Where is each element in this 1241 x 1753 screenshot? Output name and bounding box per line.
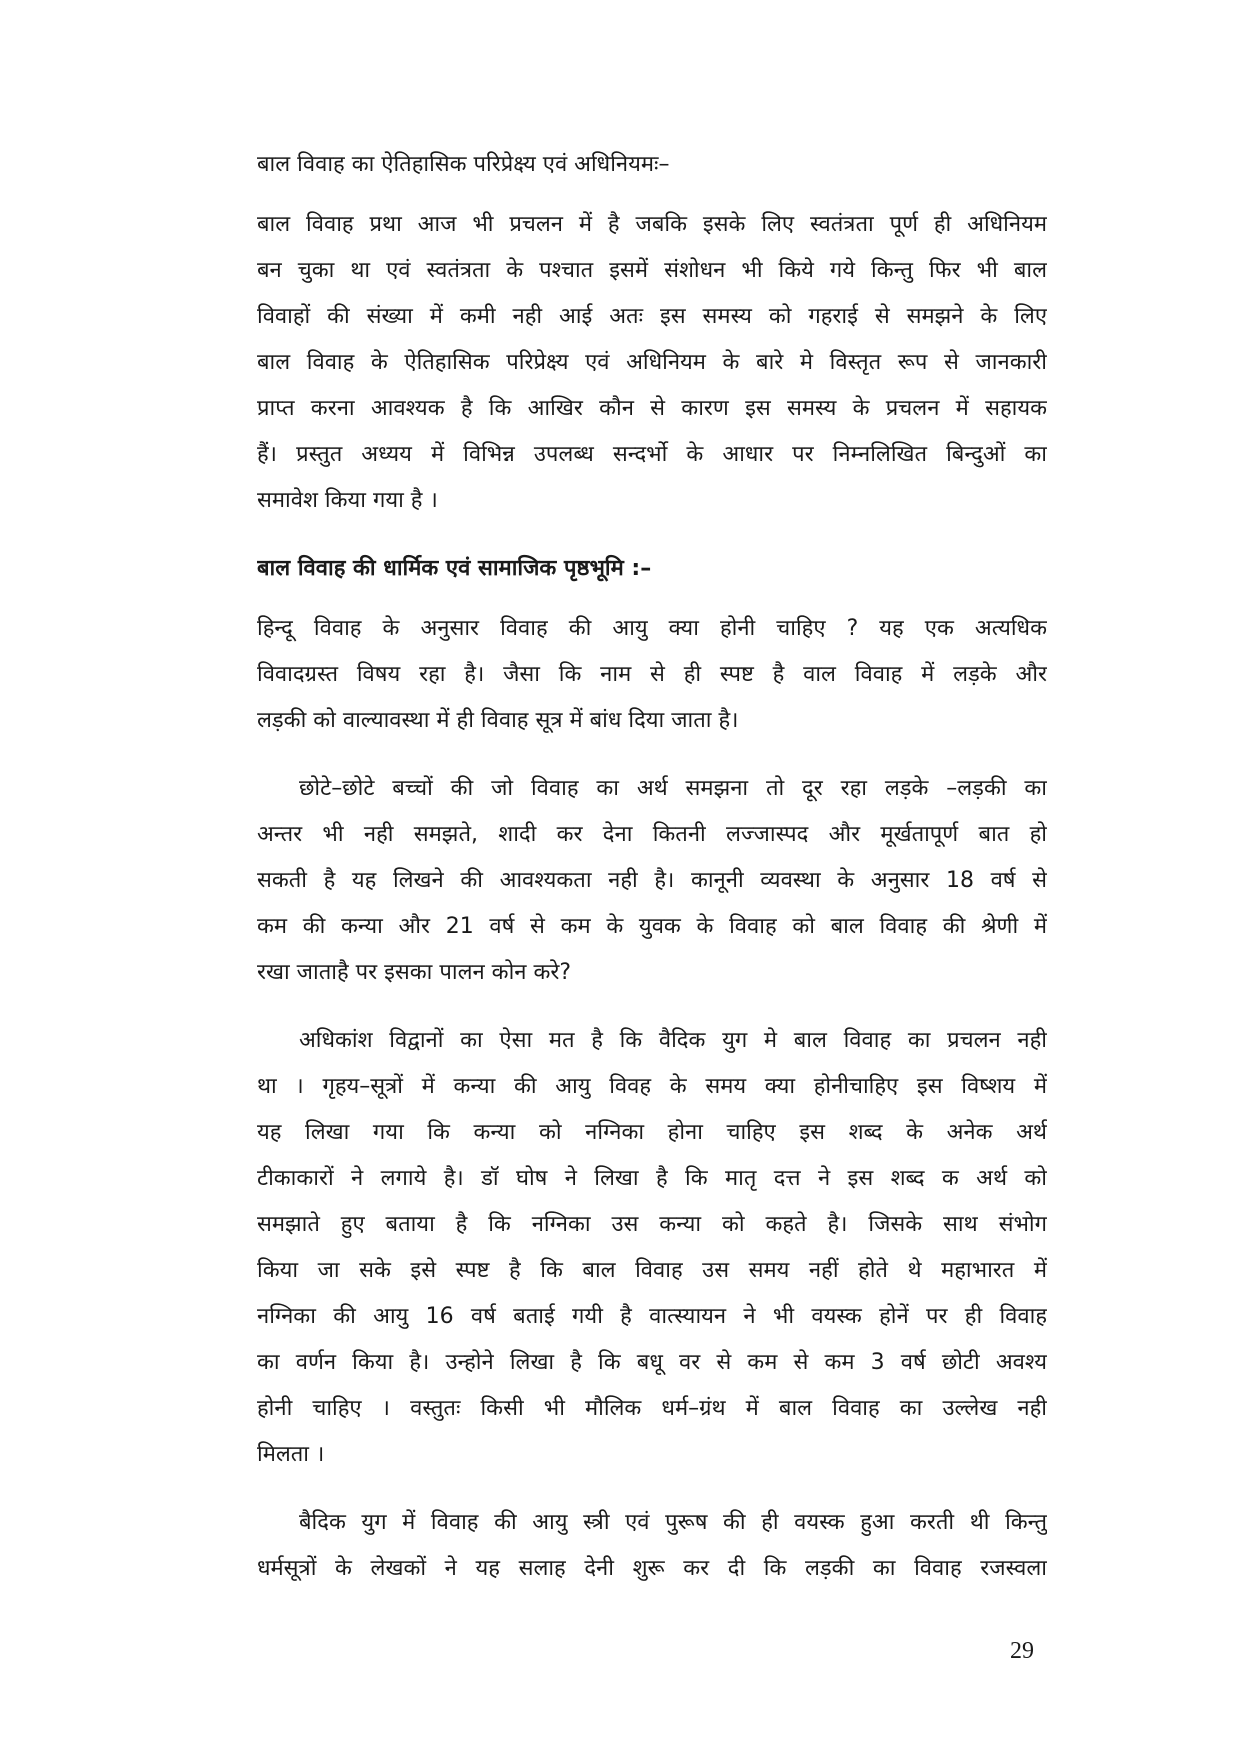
paragraph-2: [257, 766, 1047, 996]
intro-paragraph: [257, 202, 1047, 524]
paragraph-1: [257, 606, 1047, 744]
paragraph-3: [257, 1018, 1047, 1478]
intro-line-7: समावेश किया गया है ।: [257, 488, 438, 513]
paragraph-3-line-1: अधिकांश विद्वानों का ऐसा मत है कि वैदिक युग मे बाल विवाह का प्रचलन नही: [299, 1028, 1047, 1053]
intro-line-6: हैं। प्रस्तुत अध्यय में विभिन्न उपलब्ध सन्दर्भो के आधार पर निम्नलिखित बिन्दुओं का: [257, 442, 1047, 467]
paragraph-3-line-6: किया जा सके इसे स्पष्ट है कि बाल विवाह उस समय नहीं होते थे महाभारत में: [257, 1258, 1047, 1283]
paragraph-3-line-3: यह लिखा गया कि कन्या को नग्निका होना चाहिए इस शब्द के अनेक अर्थ: [257, 1120, 1047, 1145]
intro-line-2: बन चुका था एवं स्वतंत्रता के पश्चात इसमें संशोधन भी किये गये किन्तु फिर भी बाल: [257, 258, 1047, 283]
intro-line-5: प्राप्त करना आवश्यक है कि आखिर कौन से कारण इस समस्य के प्रचलन में सहायक: [257, 396, 1047, 421]
paragraph-3-line-4: टीकाकारों ने लगाये है। डॉ घोष ने लिखा है कि मातृ दत्त ने इस शब्द क अर्थ को: [257, 1166, 1047, 1191]
paragraph-2-line-5: रखा जाताहै पर इसका पालन कोन करे?: [257, 960, 572, 985]
intro-line-1: बाल विवाह प्रथा आज भी प्रचलन में है जबकि इसके लिए स्वतंत्रता पूर्ण ही अधिनियम: [257, 212, 1047, 237]
paragraph-4-line-1: बैदिक युग में विवाह की आयु स्त्री एवं पुरूष की ही वयस्क हुआ करती थी किन्तु: [299, 1510, 1047, 1535]
paragraph-3-line-9: होनी चाहिए । वस्तुतः किसी भी मौलिक धर्म–ग्रंथ में बाल विवाह का उल्लेख नही: [257, 1396, 1047, 1421]
paragraph-2-line-4: कम की कन्या और 21 वर्ष से कम के युवक के विवाह को बाल विवाह की श्रेणी में: [257, 914, 1047, 939]
paragraph-3-line-5: समझाते हुए बताया है कि नग्निका उस कन्या को कहते है। जिसके साथ संभोग: [257, 1212, 1047, 1237]
paragraph-4: [257, 1500, 1047, 1592]
paragraph-1-line-1: हिन्दू विवाह के अनुसार विवाह की आयु क्या होनी चाहिए ? यह एक अत्यधिक: [257, 616, 1047, 641]
intro-line-4: बाल विवाह के ऐतिहासिक परिप्रेक्ष्य एवं अधिनियम के बारे मे विस्तृत रूप से जानकारी: [257, 350, 1047, 375]
paragraph-3-line-2: था । गृहय–सूत्रों में कन्या की आयु विवह के समय क्या होनीचाहिए इस विष्शय में: [257, 1074, 1047, 1099]
paragraph-1-line-3: लड़की को वाल्यावस्था में ही विवाह सूत्र में बांध दिया जाता है।: [257, 708, 739, 733]
document-body: [257, 142, 1047, 1614]
paragraph-4-line-2: धर्मसूत्रों के लेखकों ने यह सलाह देनी शुरू कर दी कि लड़की का विवाह रजस्वला: [257, 1556, 1047, 1581]
paragraph-3-line-7: नग्निका की आयु 16 वर्ष बताई गयी है वात्स्यायन ने भी वयस्क होनें पर ही विवाह: [257, 1304, 1047, 1329]
paragraph-2-line-3: सकती है यह लिखने की आवश्यकता नही है। कानूनी व्यवस्था के अनुसार 18 वर्ष से: [257, 868, 1047, 893]
paragraph-3-line-8: का वर्णन किया है। उन्होने लिखा है कि बधू वर से कम से कम 3 वर्ष छोटी अवश्य: [257, 1350, 1047, 1375]
paragraph-2-line-1: छोटे–छोटे बच्चों की जो विवाह का अर्थ समझना तो दूर रहा लड़के –लड़की का: [299, 776, 1047, 801]
intro-heading: बाल विवाह का ऐतिहासिक परिप्रेक्ष्य एवं अधिनियमः–: [257, 152, 670, 177]
section-heading: बाल विवाह की धार्मिक एवं सामाजिक पृष्ठभूमि :–: [257, 556, 652, 581]
paragraph-3-line-10: मिलता ।: [257, 1442, 325, 1467]
intro-line-3: विवाहों की संख्या में कमी नही आई अतः इस समस्य को गहराई से समझने के लिए: [257, 304, 1047, 329]
paragraph-2-line-2: अन्तर भी नही समझते, शादी कर देना कितनी लज्जास्पद और मूर्खतापूर्ण बात हो: [257, 822, 1047, 847]
paragraph-1-line-2: विवादग्रस्त विषय रहा है। जैसा कि नाम से ही स्पष्ट है वाल विवाह में लड़के और: [257, 662, 1047, 687]
page-number: 29: [1010, 1638, 1034, 1664]
